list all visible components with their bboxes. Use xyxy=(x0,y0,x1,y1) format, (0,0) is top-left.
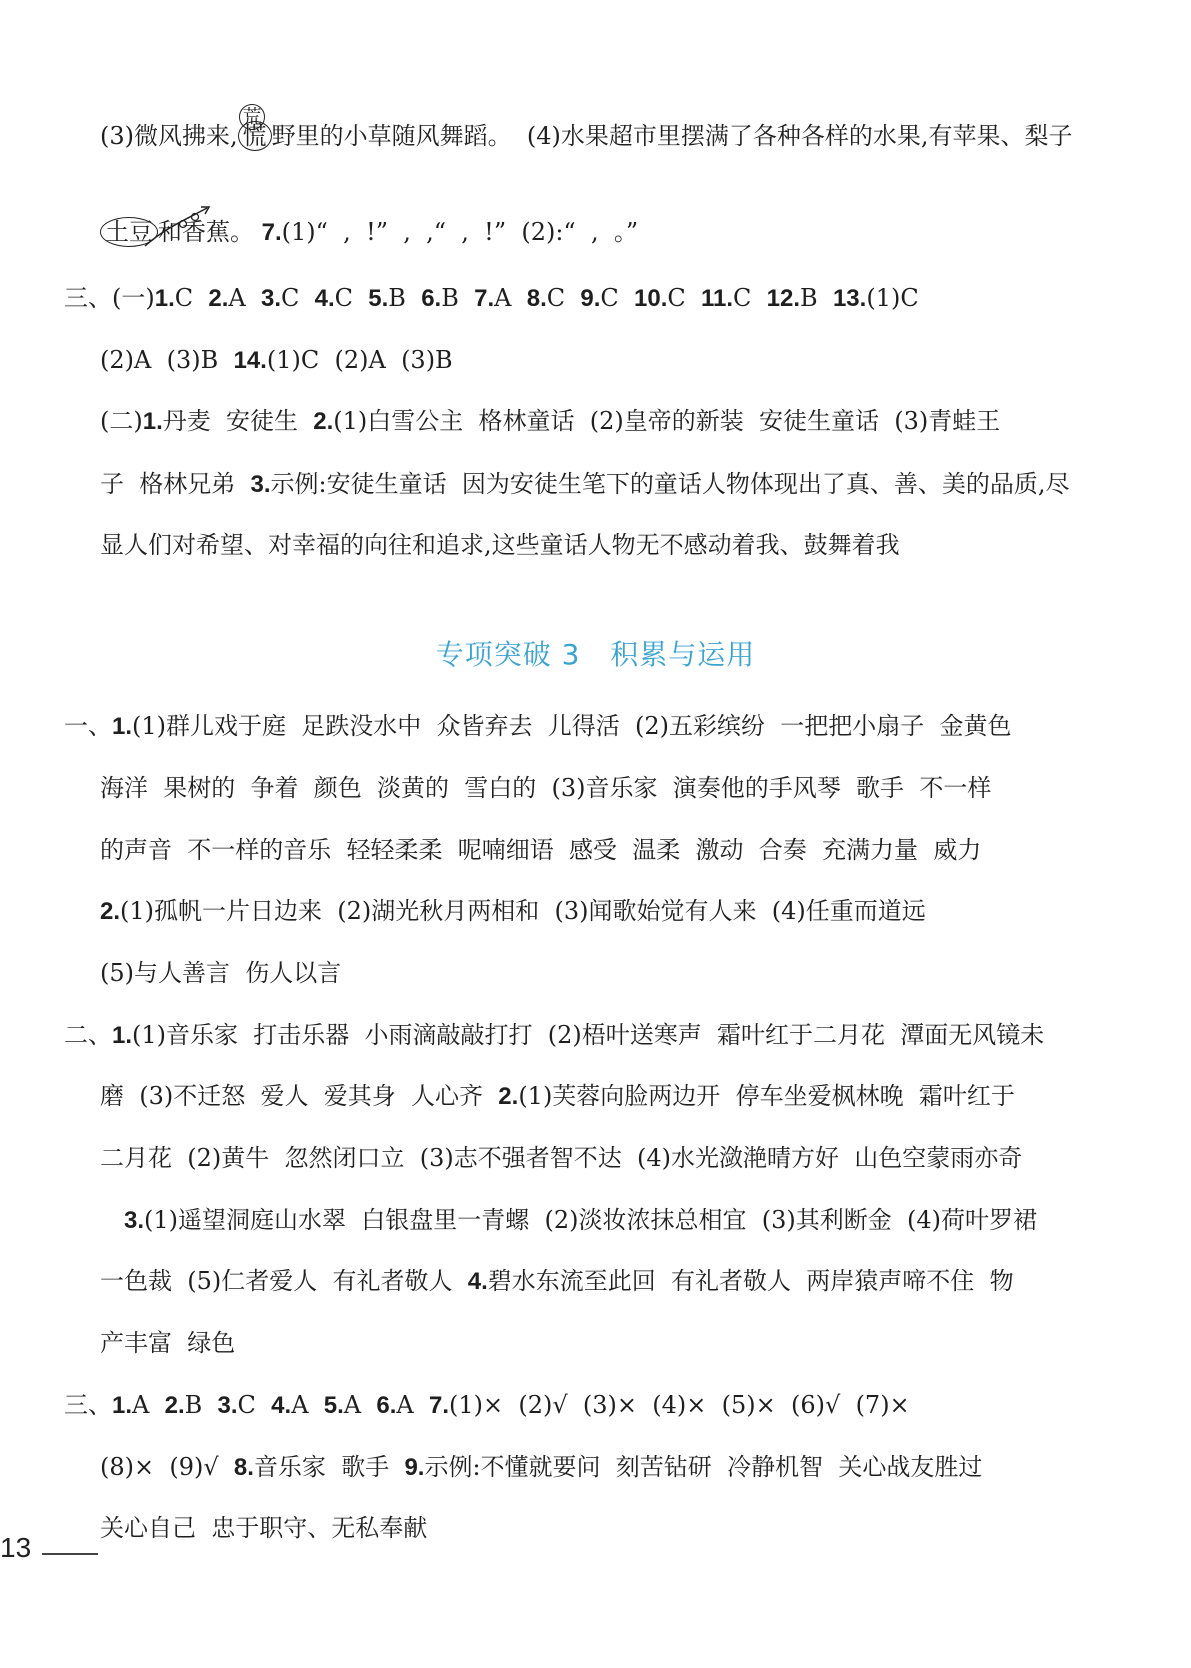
question-number: 4. xyxy=(271,1392,292,1419)
question-number: 5. xyxy=(368,285,389,312)
answer-text: 子 格林兄弟 xyxy=(100,470,251,498)
answer-line xyxy=(64,1019,1044,1052)
question-number: 7. xyxy=(429,1392,450,1419)
answer-line xyxy=(100,895,926,928)
page-number-dash xyxy=(42,1553,98,1555)
answer-text: (1)孤帆一片日边来 (2)湖光秋月两相和 (3)闻歌始觉有人来 (4)任重而道远 xyxy=(120,897,926,925)
answer-line xyxy=(100,1142,1022,1174)
section-title xyxy=(0,633,1191,673)
answer-text: 磨 (3)不迁怒 爱人 爱其身 人心齐 xyxy=(100,1082,499,1110)
answer-text: A xyxy=(396,1391,429,1419)
answer-line xyxy=(64,710,1012,743)
answer-line xyxy=(100,344,453,377)
answer-text: A xyxy=(494,284,527,312)
question-number: 3. xyxy=(217,1392,238,1419)
answer-text: C xyxy=(281,284,315,312)
answer-text: (2)A (3)B xyxy=(100,346,234,374)
answer-text: A xyxy=(343,1391,377,1419)
question-number: 13. xyxy=(832,285,867,312)
answer-text: (1)白雪公主 格林童话 (2)皇帝的新装 安徒生童话 (3)青蛙王 xyxy=(333,407,1001,435)
question-number: 7. xyxy=(474,285,495,312)
question-number: 3. xyxy=(124,1207,145,1234)
answer-text: (1)群儿戏于庭 足跌没水中 众皆弃去 儿得活 (2)五彩缤纷 一把把小扇子 金黄色 xyxy=(132,712,1012,740)
answer-text: (1)芙蓉向脸两边开 停车坐爱枫林晚 霜叶红于 xyxy=(518,1082,1015,1110)
question-number: 1. xyxy=(112,1392,133,1419)
answer-line xyxy=(100,1327,235,1359)
question-number: 8. xyxy=(526,285,547,312)
answer-text: A xyxy=(228,284,261,312)
page-number: 13 xyxy=(0,1532,32,1563)
question-number: 4. xyxy=(467,1268,488,1295)
answer-text: 丹麦 安徒生 xyxy=(162,407,314,435)
answer-text: A xyxy=(132,1391,165,1419)
answer-text: 碧水东流至此回 有礼者敬人 两岸猿声啼不住 物 xyxy=(487,1267,1014,1295)
question-number: 12. xyxy=(766,285,801,312)
question-number: 6. xyxy=(376,1392,397,1419)
question-number: 14. xyxy=(233,347,267,374)
answer-line xyxy=(100,1265,1014,1298)
answer-line xyxy=(100,468,1070,501)
question-number: 2. xyxy=(313,408,334,435)
answer-line xyxy=(64,282,919,315)
answer-text: (1)遥望洞庭山水翠 白银盘里一青螺 (2)淡妆浓抹总相宜 (3)其利断金 (4)荷叶罗裙 xyxy=(144,1206,1038,1234)
answer-text: (8)× (9)√ xyxy=(100,1453,234,1481)
answer-text: 一、 xyxy=(64,712,112,740)
answer-line xyxy=(100,120,1073,152)
answer-line xyxy=(64,1389,910,1422)
answer-text: C xyxy=(237,1391,272,1419)
answer-text: C xyxy=(546,284,581,312)
answer-text: 野里的小草随风舞蹈。 (4)水果超市里摆满了各种各样的水果,有苹果、梨子 xyxy=(271,122,1073,150)
question-number: 2. xyxy=(498,1083,519,1110)
answer-line xyxy=(100,1080,1015,1113)
answer-text: (1)C (2)A (3)B xyxy=(266,346,453,374)
question-number: 5. xyxy=(323,1392,344,1419)
answer-text: 示例:安徒生童话 因为安徒生笔下的童话人物体现出了真、善、美的品质,尽 xyxy=(270,470,1070,498)
answer-text: B xyxy=(441,284,475,312)
question-number: 1. xyxy=(142,408,163,435)
question-number: 9. xyxy=(580,285,601,312)
answer-line xyxy=(100,529,900,561)
circled-error-word: 土豆 xyxy=(100,217,158,247)
answer-text: 三、 xyxy=(64,1391,112,1419)
answer-text: C xyxy=(174,284,209,312)
answer-text: 三、(一) xyxy=(64,284,155,312)
answer-text: 音乐家 歌手 xyxy=(253,1453,405,1481)
answer-text: 关心自己 忠于职守、无私奉献 xyxy=(100,1514,428,1542)
answer-line xyxy=(124,1204,1037,1237)
question-number: 11. xyxy=(701,285,734,312)
correction-char: 荒 xyxy=(239,104,265,130)
answer-text: C xyxy=(334,284,369,312)
answer-text: C xyxy=(600,284,634,312)
answer-text: 和香蕉。 xyxy=(158,218,262,246)
answer-text: B xyxy=(184,1391,218,1419)
answer-text: (1)“ , !” , ,“ , !” (2):“ , 。” xyxy=(281,218,639,246)
question-number: 6. xyxy=(421,285,442,312)
question-number: 2. xyxy=(208,285,229,312)
answer-text: (3)微风拂来, xyxy=(100,122,238,150)
answer-text: (5)与人善言 伤人以言 xyxy=(100,959,342,987)
answer-text: 产丰富 绿色 xyxy=(100,1329,236,1357)
answer-text: 海洋 果树的 争着 颜色 淡黄的 雪白的 (3)音乐家 演奏他的手风琴 歌手 不一样 xyxy=(100,774,992,802)
question-number: 3. xyxy=(250,471,271,498)
answer-text: 一色裁 (5)仁者爱人 有礼者敬人 xyxy=(100,1267,468,1295)
question-number: 2. xyxy=(100,898,121,925)
question-number: 7. xyxy=(261,219,282,246)
question-number: 3. xyxy=(260,285,281,312)
answer-text: (1)C xyxy=(866,284,919,312)
answer-text: C xyxy=(733,284,767,312)
answer-line xyxy=(100,1451,982,1484)
question-number: 1. xyxy=(112,1022,133,1049)
answer-text: B xyxy=(388,284,422,312)
answer-text: 显人们对希望、对幸福的向往和追求,这些童话人物无不感动着我、鼓舞着我 xyxy=(100,531,900,559)
circled-error-word: 慌 xyxy=(238,121,272,151)
question-number: 2. xyxy=(164,1392,185,1419)
answer-text: 二、 xyxy=(64,1021,112,1049)
answer-text: (二) xyxy=(100,407,143,435)
answer-text: (1)音乐家 打击乐器 小雨滴敲敲打打 (2)梧叶送寒声 霜叶红于二月花 潭面无风镜未 xyxy=(132,1021,1045,1049)
answer-text: A xyxy=(291,1391,324,1419)
answer-line xyxy=(100,216,638,249)
answer-line xyxy=(100,1512,427,1544)
answer-text: C xyxy=(667,284,701,312)
answer-text: (1)× (2)√ (3)× (4)× (5)× (6)√ (7)× xyxy=(449,1391,910,1419)
answer-text: B xyxy=(800,284,833,312)
answer-line xyxy=(100,772,991,804)
section-title-text: 专项突破 3 积累与运用 xyxy=(435,638,756,671)
answer-line xyxy=(100,834,981,866)
answer-line xyxy=(100,957,341,989)
question-number: 10. xyxy=(634,285,668,312)
answer-text: 的声音 不一样的音乐 轻轻柔柔 呢喃细语 感受 温柔 激动 合奏 充满力量 威力 xyxy=(100,836,982,864)
question-number: 1. xyxy=(112,713,133,740)
answer-text: 示例:不懂就要问 刻苦钻研 冷静机智 关心战友胜过 xyxy=(424,1453,983,1481)
question-number: 8. xyxy=(233,1454,254,1481)
answer-text: 二月花 (2)黄牛 忽然闭口立 (3)志不强者智不达 (4)水光潋滟晴方好 山色空蒙雨亦奇 xyxy=(100,1144,1023,1172)
question-number: 9. xyxy=(404,1454,425,1481)
answer-line xyxy=(100,405,1000,438)
question-number: 4. xyxy=(314,285,335,312)
question-number: 1. xyxy=(154,285,175,312)
